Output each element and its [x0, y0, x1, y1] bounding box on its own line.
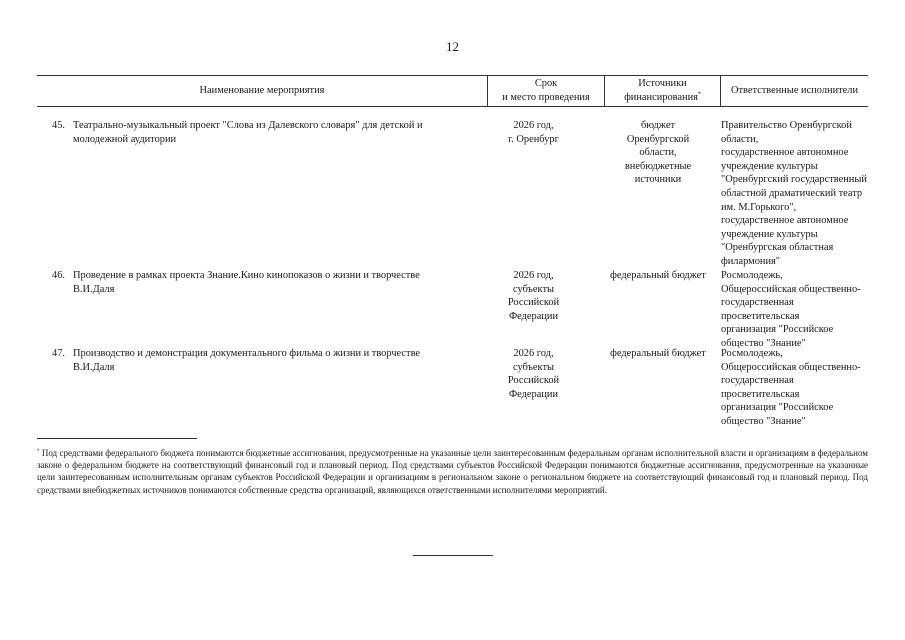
row-responsible: Правительство Оренбургской области, государственное автономное учреждение культуры "Оренбургский государственный областной драматический театр им. М.Горького", государственное автономное учреждение культуры "Оренбургская областная филармония": [721, 120, 867, 267]
row-funding: федеральный бюджет: [610, 348, 706, 359]
footnote-mark: *: [697, 91, 701, 98]
events-table: [37, 75, 868, 427]
table-row: [37, 119, 868, 269]
header-name: [37, 76, 488, 106]
header-funding: [605, 76, 721, 106]
row-number: 47.: [52, 348, 65, 359]
row-funding: бюджет Оренбургской области, внебюджетные источники: [624, 120, 692, 186]
header-funding-line1: Источники: [638, 78, 687, 90]
row-responsible: Росмолодежь, Общероссийская общественно- государственная просветительская организация "Российское общество "Знание": [721, 270, 861, 349]
row-number: 46.: [52, 270, 65, 281]
row-number: 45.: [52, 120, 65, 131]
table-row: [37, 269, 868, 347]
header-term-line1: Срок: [534, 78, 558, 90]
footnote: [37, 447, 868, 496]
row-name: Проведение в рамках проекта Знание.Кино кинопоказов о жизни и творчестве В.И.Даля: [73, 270, 420, 295]
end-divider: [413, 555, 493, 556]
row-name: Театрально-музыкальный проект "Слова из Далевского словаря" для детской и молодежной аудитории: [73, 120, 423, 145]
header-term-line2: и место проведения: [502, 92, 590, 103]
row-term: 2026 год, субъекты Российской Федерации: [507, 270, 560, 322]
footnote-mark: *: [37, 449, 40, 454]
row-term: 2026 год, субъекты Российской Федерации: [507, 348, 560, 400]
footnote-divider: [37, 438, 197, 439]
row-responsible: Росмолодежь, Общероссийская общественно- государственная просветительская организация "Российское общество "Знание": [721, 348, 861, 427]
row-funding: федеральный бюджет: [610, 270, 706, 281]
header-responsible-label: Ответственные исполнители: [730, 85, 859, 97]
footnote-text: Под средствами федерального бюджета понимаются бюджетные ассигнования, предусмотренные на указанные цели заинтересованным федеральным органам исполнительной власти и организациям в федеральном законе о федеральном бюджете на соответствующий финансовый год и плановый период. Под средствами субъектов Российской Федерации понимаются бюджетные ассигнования, предусмотренные на указанные цели заинтересованным исполнительным органам субъектов Российской Федерации и организациям в региональном законе о региональном бюджете на соответствующий финансовый год и плановый период. Под средствами внебюджетных источников понимаются собственные средства организаций, являющихся ответственными исполнителями мероприятий.: [37, 448, 868, 495]
page-number: 12: [446, 39, 459, 54]
table-header: [37, 75, 868, 107]
table-body: [37, 119, 868, 427]
row-term: 2026 год, г. Оренбург: [508, 120, 559, 145]
header-responsible: [721, 76, 868, 106]
header-funding-line2: финансирования: [624, 92, 698, 103]
header-term: [488, 76, 605, 106]
table-row: [37, 347, 868, 427]
row-name: Производство и демонстрация документального фильма о жизни и творчестве В.И.Даля: [73, 348, 421, 373]
header-name-label: Наименование мероприятия: [199, 85, 325, 97]
